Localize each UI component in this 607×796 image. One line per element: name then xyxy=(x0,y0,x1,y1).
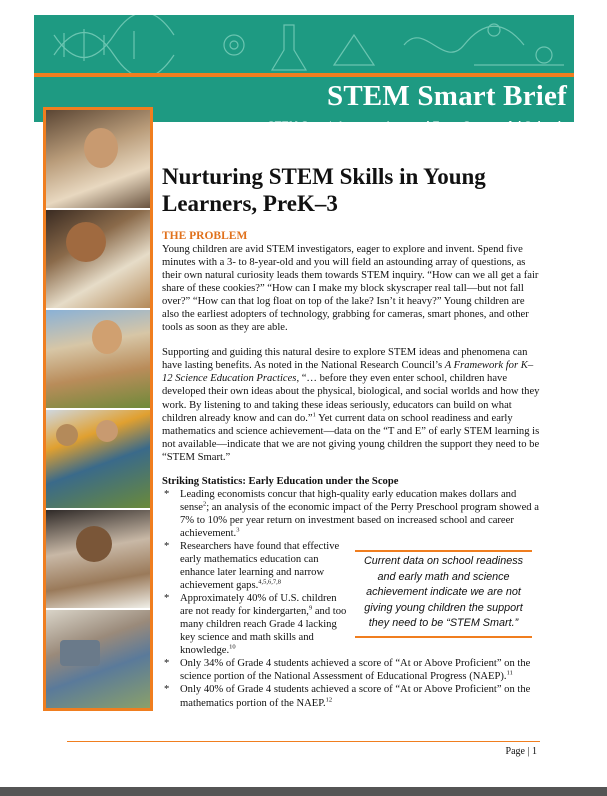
brand-subtitle: STEM Smart: Lessons Learned From Successful Schools xyxy=(267,120,567,132)
stats-heading: Striking Statistics: Early Education under the Scope xyxy=(162,475,399,487)
photo-girl-lab xyxy=(46,110,150,210)
photo-children-laptop xyxy=(46,610,150,708)
photo-child-microscope xyxy=(46,510,150,610)
framework-title: A Framework for K–12 Science Education Practices xyxy=(162,360,534,385)
footer-rule xyxy=(67,741,540,742)
viewer-bottom-bar xyxy=(0,787,607,796)
list-item: * Researchers have found that effective early mathematics education can enhance later learning and narrow achievement gaps.$^{4,5,6,7,8}$ xyxy=(164,540,340,592)
problem-heading: THE PROBLEM xyxy=(162,230,248,242)
photo-child-writing xyxy=(46,210,150,310)
page-number: Page | 1 xyxy=(505,746,537,757)
article-title: Nurturing STEM Skills in Young Learners, PreK–3 xyxy=(162,164,486,216)
header-accent-bar xyxy=(34,73,574,77)
intro-paragraph: Young children are avid STEM investigators, eager to explore and invent. Spend five minutes with a 3- to 8-year-old and you will field an astounding array of questions, as their own natural curiosity leads them towards STEM inquiry. “How can we all get a fair share of these cookies?” “How can I make my block skyscraper real tall—but not fall over?” “How can that log float on top of the lake? Isn’t it heavy?” Young children are also the earliest adopters of technology, grabbing for cameras, smart phones, and other tools as soon as they are able. xyxy=(162,244,539,334)
footnote-ref: 1 xyxy=(312,411,316,419)
brand-title: STEM Smart Brief xyxy=(326,80,567,112)
photo-column xyxy=(43,107,153,711)
photo-kids-garden xyxy=(46,410,150,510)
pull-quote: Current data on school readiness and early math and science achievement indicate we are not giving young children the support they need to be “STEM Smart.” xyxy=(355,550,532,638)
photo-child-building xyxy=(46,310,150,410)
science-doodle-decoration xyxy=(34,15,574,75)
list-item: * Only 34% of Grade 4 students achieved a score of “At or Above Proficient” on the science portion of the National Assessment of Educational Progress (NAEP).$^{11}$ xyxy=(164,658,531,683)
list-item: * Only 40% of Grade 4 students achieved a score of “At or Above Proficient” on the mathematics portion of the NAEP.$^{12}$ xyxy=(164,684,531,709)
list-item: * Approximately 40% of U.S. children are not ready for kindergarten,$^9$ and too many children reach Grade 4 lacking key science and math skills and knowledge.$^{10}$ xyxy=(164,593,347,657)
framework-paragraph: Supporting and guiding this natural desire to explore STEM ideas and phenomena can have lasting benefits. As noted in the National Research Council’s A Framework for K–12 Science Education Practices, “… before they even enter school, children have developed their own ideas about the physical, biological, and social worlds and how they work. By listening to and taking these ideas seriously, educators can build on what children already know and can do.”$^1$ Yet current data on school readiness and early mathematics and science achievement—data on the “T and E” of early STEM learning is not available—indicate that we are not giving young children the support they need to be “STEM Smart.” xyxy=(162,347,540,463)
list-item: * Leading economists concur that high-quality early education makes dollars and sense$^2$; an analysis of the economic impact of the Perry Preschool program showed a 7% to 10% per year return on investment based on increased school and career achievement.$^3$ xyxy=(164,488,539,539)
